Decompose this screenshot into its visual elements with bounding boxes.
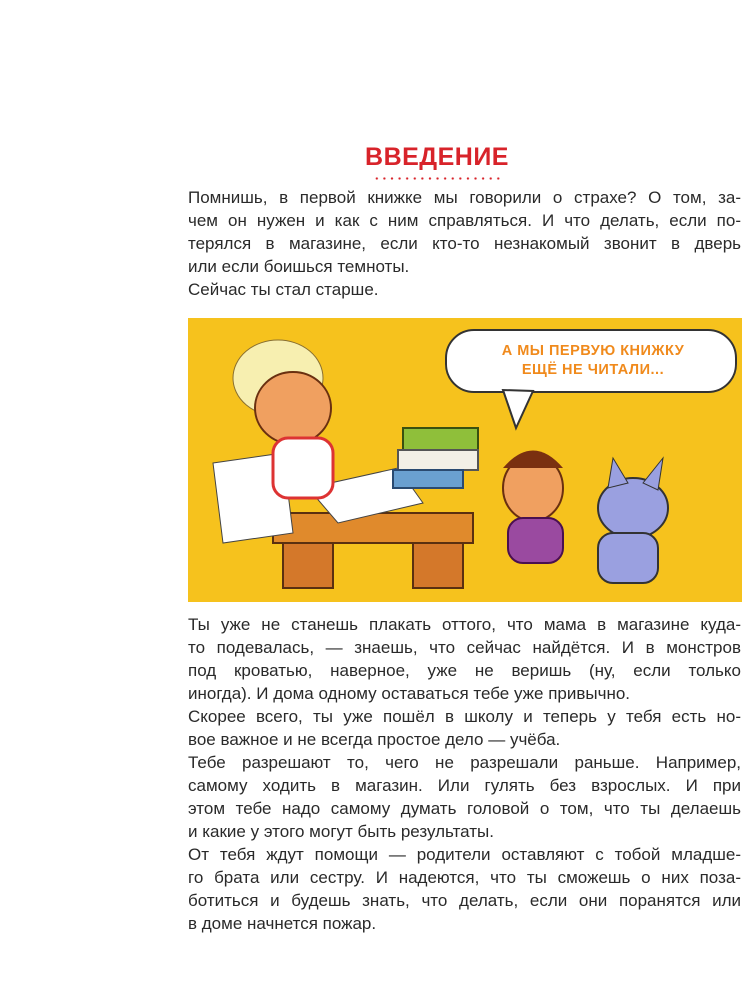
chapter-title: ВВЕДЕНИЕ bbox=[365, 143, 509, 171]
body-text bbox=[188, 613, 741, 935]
text-line: Тебе разрешают то, чего не разрешали раньше. Например, bbox=[188, 753, 741, 772]
text-line: го брата или сестру. И надеются, что ты сможешь о них поза- bbox=[188, 868, 741, 887]
speech-bubble bbox=[458, 342, 728, 380]
title-underline-dots bbox=[373, 177, 503, 180]
text-line: Скорее всего, ты уже пошёл в школу и теперь у тебя есть но- bbox=[188, 707, 741, 726]
text-line: чем он нужен и как с ним справляться. И что делать, если по- bbox=[188, 211, 741, 230]
text-line: под кроватью, наверное, уже не веришь (ну, если только bbox=[188, 661, 741, 680]
intro-paragraph bbox=[188, 186, 741, 301]
text-line: Ты уже не станешь плакать оттого, что мама в магазине куда- bbox=[188, 615, 741, 634]
text-line: терялся в магазине, если кто-то незнакомый звонит в дверь bbox=[188, 234, 741, 253]
text-line: Помнишь, в первой книжке мы говорили о страхе? О том, за- bbox=[188, 188, 741, 207]
text-line: вое важное и не всегда простое дело — учёба. bbox=[188, 730, 561, 749]
text-line: в доме начнется пожар. bbox=[188, 914, 377, 933]
text-line: или если боишься темноты. bbox=[188, 257, 410, 276]
text-line: Сейчас ты стал старше. bbox=[188, 280, 379, 299]
text-line: то подевалась, — знаешь, что сейчас найдётся. И в монстров bbox=[188, 638, 741, 657]
text-line: самому ходить в магазин. Или гулять без взрослых. И при bbox=[188, 776, 741, 795]
text-line: и какие у этого могут быть результаты. bbox=[188, 822, 494, 841]
text-line: этом тебе надо самому думать головой о том, что ты делаешь bbox=[188, 799, 741, 818]
text-line: От тебя ждут помощи — родители оставляют с тобой младше- bbox=[188, 845, 741, 864]
speech-line: ЕЩЁ НЕ ЧИТАЛИ... bbox=[521, 362, 665, 378]
illustration bbox=[188, 318, 742, 602]
text-line: ботиться и будешь знать, что делать, если они поранятся или bbox=[188, 891, 741, 910]
text-line: иногда). И дома одному оставаться тебе уже привычно. bbox=[188, 684, 631, 703]
speech-line: А МЫ ПЕРВУЮ КНИЖКУ bbox=[501, 343, 685, 359]
